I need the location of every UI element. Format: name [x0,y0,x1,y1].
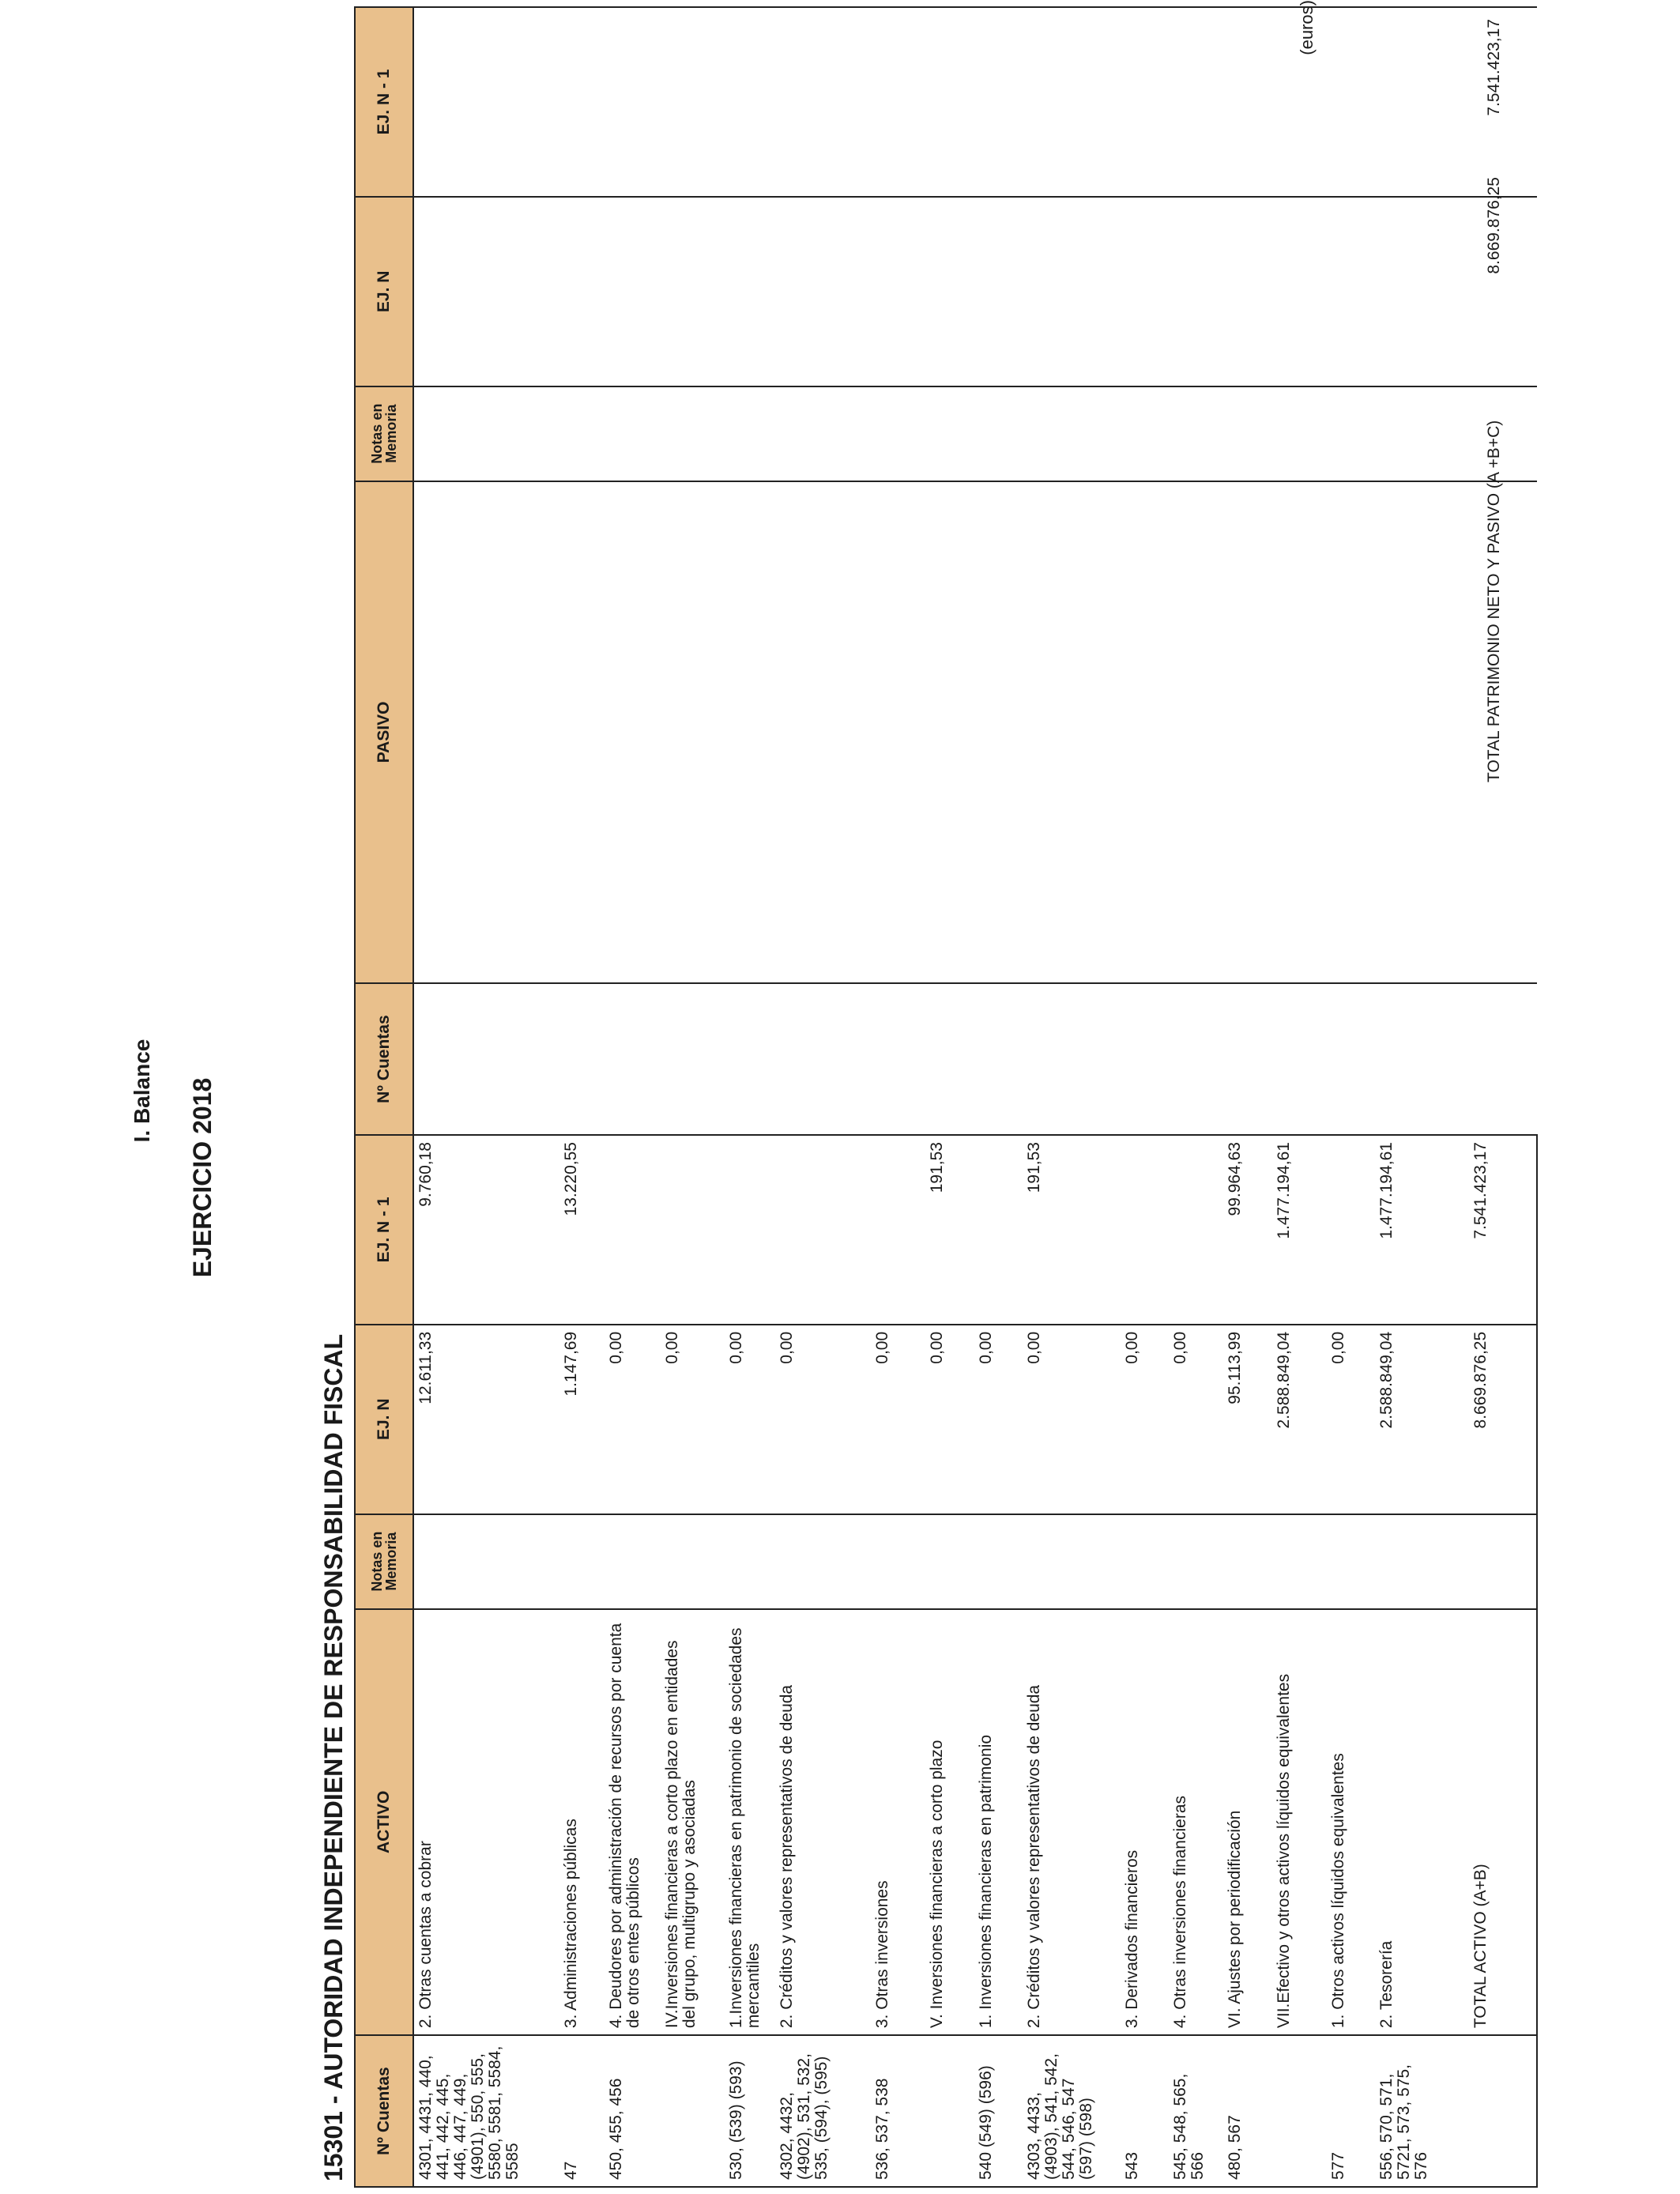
total-pasivo-ej-n: 8.669.876,25 [1485,177,1503,274]
col-header-notes-pasivo: Notas en Memoria [355,386,413,481]
total-activo-ej-n: 8.669.876,25 [1469,1325,1537,1514]
pasivo-accounts-cell [413,983,1537,1135]
activo-label-cell: 1.Inversiones financieras en patrimonio de sociedades mercantiles [725,1609,775,2036]
notes-cell [1169,1514,1223,1609]
col-header-pasivo: PASIVO [355,481,413,984]
account-cell: 543 [1121,2035,1170,2187]
ej-n-cell: 0,00 [1023,1325,1120,1514]
activo-label-cell: 1. Inversiones financieras en patrimonio [974,1609,1023,2036]
entity-title: 15301 - AUTORIDAD INDEPENDIENTE DE RESPONSABILIDAD FISCAL [319,1333,348,2181]
ej-n1-cell [1327,1135,1376,1325]
account-cell [1272,2035,1327,2187]
ej-n1-cell: 1.477.194,61 [1375,1135,1468,1325]
ej-n-cell: 2.588.849,04 [1375,1325,1468,1514]
notes-cell [1375,1514,1468,1609]
activo-label-cell: 1. Otros activos líquidos equivalentes [1327,1609,1376,2036]
balance-table [354,6,1538,2188]
col-header-activo: ACTIVO [355,1609,413,2036]
ej-n1-cell: 191,53 [925,1135,974,1325]
col-header-ej-n: EJ. N [355,1325,413,1514]
table-row [413,7,559,2187]
pasivo-notes-cell [413,386,1537,481]
account-cell: 450, 455, 456 [605,2035,661,2187]
ej-n1-cell [871,1135,925,1325]
notes-cell [559,1514,605,1609]
account-cell: 47 [559,2035,605,2187]
account-cell: 540 (549) (596) [974,2035,1023,2187]
notes-cell [1327,1514,1376,1609]
notes-cell [1121,1514,1170,1609]
ej-n-cell: 0,00 [775,1325,871,1514]
notes-cell [605,1514,661,1609]
notes-cell [661,1514,725,1609]
pasivo-ej-n1-cell [413,7,1537,197]
activo-label-cell: 3. Derivados financieros [1121,1609,1170,2036]
activo-label-cell: 2. Tesorería [1375,1609,1468,2036]
ej-n-cell: 2.588.849,04 [1272,1325,1327,1514]
activo-label-cell: IV.Inversiones financieras a corto plazo en entidades del grupo, multigrupo y asociadas [661,1609,725,2036]
page-title: I. Balance [130,1039,154,1143]
activo-label-cell: 4. Deudores por administración de recursos por cuenta de otros entes públicos [605,1609,661,2036]
balance-table-wrapper [354,6,1538,2188]
total-pasivo-label: TOTAL PATRIMONIO NETO Y PASIVO (A +B+C) [1485,420,1503,782]
ej-n1-cell [1121,1135,1170,1325]
pasivo-label-cell [413,481,1537,984]
ej-n-cell: 0,00 [725,1325,775,1514]
col-header-ej-n1: EJ. N - 1 [355,1135,413,1325]
notes-cell [925,1514,974,1609]
account-cell: 556, 570, 571, 5721, 573, 575, 576 [1375,2035,1468,2187]
account-cell: 4303, 4433, (4903), 541, 542, 544, 546, 547 (597) (598) [1023,2035,1120,2187]
total-activo-ej-n1: 7.541.423,17 [1469,1135,1537,1325]
account-cell: 577 [1327,2035,1376,2187]
ej-n-cell: 0,00 [1121,1325,1170,1514]
account-cell: 530, (539) (593) [725,2035,775,2187]
col-header-ej-n-pasivo: EJ. N [355,197,413,386]
col-header-notes: Notas en Memoria [355,1514,413,1609]
ej-n-cell: 12.611,33 [413,1325,559,1514]
col-header-ej-n1-pasivo: EJ. N - 1 [355,7,413,197]
ej-n1-cell [775,1135,871,1325]
notes-cell [1223,1514,1272,1609]
activo-label-cell: 4. Otras inversiones financieras [1169,1609,1223,2036]
ej-n-cell: 0,00 [661,1325,725,1514]
activo-label-cell: 2. Créditos y valores representativos de deuda [1023,1609,1120,2036]
ej-n1-cell: 99.964,63 [1223,1135,1272,1325]
notes-cell [413,1514,559,1609]
ej-n-cell: 0,00 [871,1325,925,1514]
activo-label-cell: VII.Efectivo y otros activos líquidos equivalentes [1272,1609,1327,2036]
ej-n-cell: 1.147,69 [559,1325,605,1514]
table-header-row [355,7,413,2187]
ej-n-cell: 0,00 [605,1325,661,1514]
account-cell: 545, 548, 565, 566 [1169,2035,1223,2187]
ej-n1-cell: 191,53 [1023,1135,1120,1325]
ej-n1-cell [1169,1135,1223,1325]
account-cell [661,2035,725,2187]
notes-cell [974,1514,1023,1609]
account-cell [925,2035,974,2187]
activo-label-cell: 3. Administraciones públicas [559,1609,605,2036]
pasivo-total-row [1486,6,1533,2188]
ej-n-cell: 95.113,99 [1223,1325,1272,1514]
ej-n-cell: 0,00 [1327,1325,1376,1514]
ej-n1-cell [974,1135,1023,1325]
fiscal-year-title: EJERCICIO 2018 [188,1077,217,1278]
total-pasivo-ej-n1: 7.541.423,17 [1485,19,1503,116]
pasivo-ej-n-cell [413,197,1537,386]
ej-n1-cell: 13.220,55 [559,1135,605,1325]
ej-n-cell: 0,00 [1169,1325,1223,1514]
ej-n-cell: 0,00 [925,1325,974,1514]
notes-cell [1023,1514,1120,1609]
account-cell: 4301, 4431, 440, 441, 442, 445, 446, 447, 449, (4901), 550, 555, 5580, 5581, 5584, 5585 [413,2035,559,2187]
account-cell: 536, 537, 538 [871,2035,925,2187]
activo-label-cell: 2. Créditos y valores representativos de deuda [775,1609,871,2036]
activo-label-cell: V. Inversiones financieras a corto plazo [925,1609,974,2036]
ej-n1-cell: 9.760,18 [413,1135,559,1325]
activo-label-cell: 3. Otras inversiones [871,1609,925,2036]
ej-n1-cell [605,1135,661,1325]
activo-label-cell: VI. Ajustes por periodificación [1223,1609,1272,2036]
total-activo-label: TOTAL ACTIVO (A+B) [1469,1609,1537,2036]
ej-n1-cell [661,1135,725,1325]
ej-n1-cell [725,1135,775,1325]
notes-cell [1272,1514,1327,1609]
ej-n-cell: 0,00 [974,1325,1023,1514]
col-header-accounts-pasivo: Nº Cuentas [355,983,413,1135]
account-cell: 4302, 4432, (4902), 531, 532, 535, (594), (595) [775,2035,871,2187]
notes-cell [871,1514,925,1609]
account-cell: 480, 567 [1223,2035,1272,2187]
activo-label-cell: 2. Otras cuentas a cobrar [413,1609,559,2036]
ej-n1-cell: 1.477.194,61 [1272,1135,1327,1325]
col-header-accounts: Nº Cuentas [355,2035,413,2187]
notes-cell [775,1514,871,1609]
notes-cell [725,1514,775,1609]
units-label: (euros) [1297,0,1317,55]
